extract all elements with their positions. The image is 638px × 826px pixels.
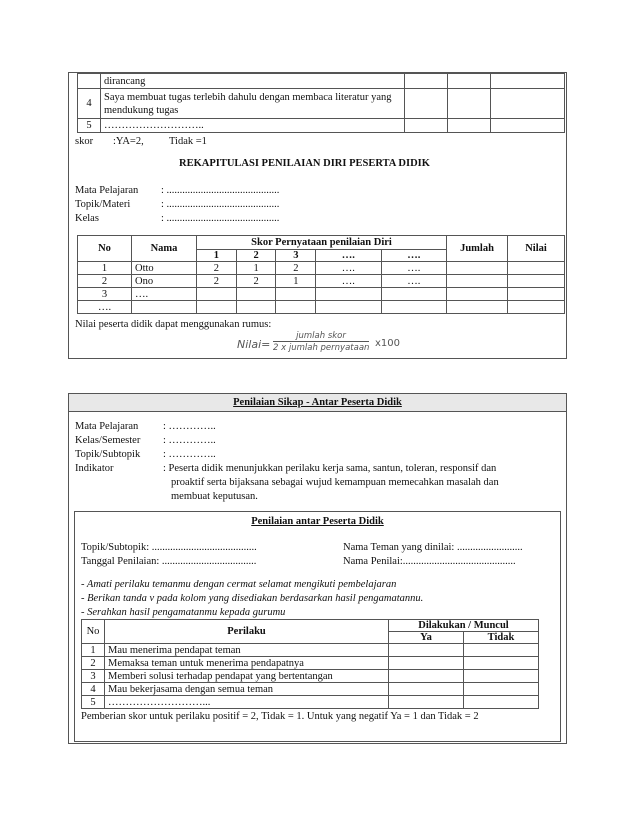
table-row <box>82 683 539 696</box>
table-row <box>82 696 539 709</box>
sub-col: 2 <box>236 250 276 262</box>
statement-no: 4 <box>78 89 101 119</box>
statement-no: 5 <box>78 119 101 133</box>
field-label: Mata Pelajaran <box>75 421 139 432</box>
field-value: : ........................................... <box>161 185 280 196</box>
col-jumlah: Jumlah <box>447 236 508 262</box>
row-score <box>197 288 237 301</box>
row-score <box>276 301 316 314</box>
row-nama: Otto <box>132 262 197 275</box>
formula-times: x100 <box>375 338 401 349</box>
row-no: 4 <box>82 683 105 696</box>
skor-label: skor <box>75 136 94 147</box>
row-jumlah <box>447 275 508 288</box>
row-no: 3 <box>82 670 105 683</box>
statement-cell <box>448 74 491 89</box>
row-jumlah <box>447 301 508 314</box>
top-section <box>68 72 567 359</box>
sub-col: 3 <box>276 250 316 262</box>
row-perilaku: ………………………... <box>105 696 389 709</box>
statement-cell <box>448 119 491 133</box>
col-nama: Nama <box>132 236 197 262</box>
row-perilaku: Mau bekerjasama dengan semua teman <box>105 683 389 696</box>
row-no: 1 <box>78 262 132 275</box>
field-label: Kelas <box>75 213 99 224</box>
table-row <box>82 644 539 657</box>
row-score: …. <box>381 262 446 275</box>
statement-cell <box>405 89 448 119</box>
instruction: - Berikan tanda v pada kolom yang disediakan berdasarkan hasil pengamatannu. <box>81 593 424 604</box>
row-nilai <box>508 301 565 314</box>
table-row <box>78 275 565 288</box>
row-score: 2 <box>197 275 237 288</box>
statement-cell <box>405 119 448 133</box>
inner-title: Penilaian antar Peserta Didik <box>251 516 384 527</box>
row-no: 5 <box>82 696 105 709</box>
row-score: 2 <box>197 262 237 275</box>
col-dilakukan: Dilakukan / Muncul <box>389 620 539 632</box>
statement-table <box>77 73 565 133</box>
row-score: 2 <box>276 262 316 275</box>
formula-numerator: jumlah skor <box>273 331 369 342</box>
field-label: Topik/Materi <box>75 199 131 210</box>
teman-field: Nama Teman yang dinilai: ......................... <box>343 542 523 553</box>
row-no: 2 <box>78 275 132 288</box>
field-label: Kelas/Semester <box>75 435 141 446</box>
row-score <box>316 288 381 301</box>
row-score: 2 <box>236 275 276 288</box>
row-no: 3 <box>78 288 132 301</box>
row-tidak-cell[interactable] <box>464 683 539 696</box>
row-tidak-cell[interactable] <box>464 670 539 683</box>
field-label: Mata Pelajaran <box>75 185 139 196</box>
field-value: : ………….. <box>163 421 216 432</box>
statement-text: dirancang <box>101 74 405 89</box>
row-ya-cell[interactable] <box>389 644 464 657</box>
col-skor: Skor Pernyataan penilaian Diri <box>197 236 447 250</box>
row-score <box>236 288 276 301</box>
row-nilai <box>508 288 565 301</box>
row-tidak-cell[interactable] <box>464 657 539 670</box>
row-jumlah <box>447 288 508 301</box>
statement-cell <box>448 89 491 119</box>
inner-panel <box>74 511 561 742</box>
row-ya-cell[interactable] <box>389 657 464 670</box>
skor-ya: :YA=2, <box>113 136 144 147</box>
row-score: …. <box>316 262 381 275</box>
row-nama <box>132 301 197 314</box>
row-no: 1 <box>82 644 105 657</box>
section-header-title: Penilaian Sikap - Antar Peserta Didik <box>233 397 402 408</box>
table-row <box>78 262 565 275</box>
col-no: No <box>82 620 105 644</box>
row-nama: Ono <box>132 275 197 288</box>
row-nilai <box>508 275 565 288</box>
indikator-line: membuat keputusan. <box>171 491 258 502</box>
row-score <box>197 301 237 314</box>
indikator-line: proaktif serta bijaksana sebagai wujud kemampuan memecahkan masalah dan <box>171 477 499 488</box>
formula-note: Nilai peserta didik dapat menggunakan rumus: <box>75 319 272 330</box>
sub-col: …. <box>316 250 381 262</box>
sub-col: 1 <box>197 250 237 262</box>
statement-cell <box>491 89 565 119</box>
field-value: : Peserta didik menunjukkan perilaku kerja sama, santun, toleran, responsif dan <box>163 463 497 474</box>
col-nilai: Nilai <box>508 236 565 262</box>
field-value: : ........................................... <box>161 213 280 224</box>
table-row <box>82 657 539 670</box>
field-value: : ………….. <box>163 435 216 446</box>
formula-denominator: 2 x jumlah pernyataan <box>273 343 370 353</box>
row-score <box>276 288 316 301</box>
statement-text: Saya membuat tugas terlebih dahulu dengan membaca literatur yang mendukung tugas <box>101 89 405 119</box>
row-score <box>316 301 381 314</box>
table-row <box>78 288 565 301</box>
row-no: …. <box>78 301 132 314</box>
formula-lhs: Nilai= <box>237 338 271 351</box>
row-no: 2 <box>82 657 105 670</box>
statement-cell <box>405 74 448 89</box>
row-score <box>381 288 446 301</box>
row-nilai <box>508 262 565 275</box>
sub-col: …. <box>381 250 446 262</box>
tanggal-field: Tanggal Penilaian: .................................... <box>81 556 257 567</box>
row-ya-cell[interactable] <box>389 670 464 683</box>
row-score: …. <box>381 275 446 288</box>
row-perilaku: Memberi solusi terhadap pendapat yang bertentangan <box>105 670 389 683</box>
col-no: No <box>78 236 132 262</box>
row-score: …. <box>316 275 381 288</box>
row-perilaku: Memaksa teman untuk menerima pendapatnya <box>105 657 389 670</box>
topik-field: Topik/Subtopik: ........................................ <box>81 542 257 553</box>
row-nama: …. <box>132 288 197 301</box>
row-score: 1 <box>276 275 316 288</box>
row-score <box>236 301 276 314</box>
col-ya: Ya <box>389 632 464 644</box>
row-tidak-cell[interactable] <box>464 696 539 709</box>
statement-cell <box>491 119 565 133</box>
statement-cell <box>491 74 565 89</box>
col-perilaku: Perilaku <box>105 620 389 644</box>
row-ya-cell[interactable] <box>389 696 464 709</box>
rekap-title: REKAPITULASI PENILAIAN DIRI PESERTA DIDIK <box>179 158 430 169</box>
row-score <box>381 301 446 314</box>
field-value: : ………….. <box>163 449 216 460</box>
row-tidak-cell[interactable] <box>464 644 539 657</box>
skor-tidak: Tidak =1 <box>169 136 207 147</box>
perilaku-table <box>81 619 539 709</box>
section-header <box>69 394 566 412</box>
row-perilaku: Mau menerima pendapat teman <box>105 644 389 657</box>
col-tidak: Tidak <box>464 632 539 644</box>
row-score: 1 <box>236 262 276 275</box>
rekap-table <box>77 235 565 314</box>
penilai-field: Nama Penilai:........................................... <box>343 556 516 567</box>
field-value: : ........................................... <box>161 199 280 210</box>
table-row <box>78 301 565 314</box>
bottom-section <box>68 393 567 744</box>
statement-no <box>78 74 101 89</box>
instruction: - Serahkan hasil pengamatanmu kepada gurumu <box>81 607 286 618</box>
statement-text: ……………………….. <box>101 119 405 133</box>
instruction: - Amati perilaku temanmu dengan cermat selamat mengikuti pembelajaran <box>81 579 397 590</box>
scoring-note: Pemberian skor untuk perilaku positif = 2, Tidak = 1. Untuk yang negatif Ya = 1 dan Tidak = 2 <box>81 711 479 722</box>
row-ya-cell[interactable] <box>389 683 464 696</box>
field-label: Indikator <box>75 463 114 474</box>
row-jumlah <box>447 262 508 275</box>
table-row <box>82 670 539 683</box>
field-label: Topik/Subtopik <box>75 449 141 460</box>
